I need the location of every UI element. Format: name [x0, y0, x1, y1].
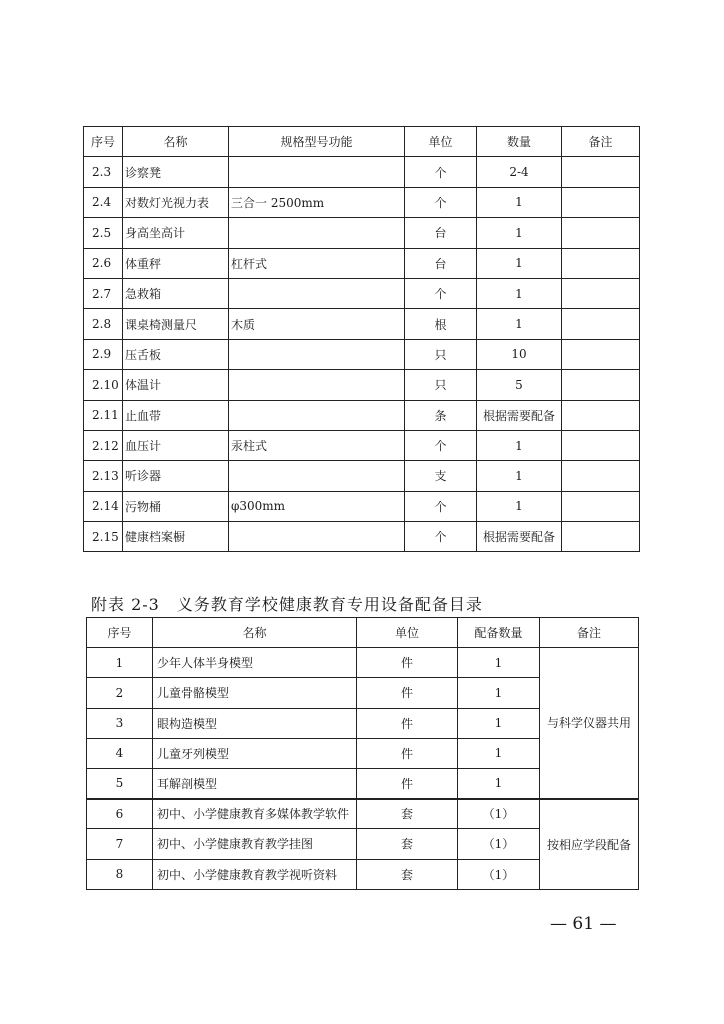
table-cell — [562, 370, 640, 400]
table-cell: 2.5 — [84, 218, 123, 248]
table-cell — [562, 309, 640, 339]
header-cell: 名称 — [123, 127, 229, 157]
table-cell — [562, 461, 640, 491]
table-cell: 1 — [458, 738, 540, 768]
table-cell: 根 — [405, 309, 477, 339]
table-cell: 1 — [87, 648, 153, 678]
table-cell: 止血带 — [123, 400, 229, 430]
header-cell: 备注 — [540, 618, 639, 648]
table-cell: 课桌椅测量尺 — [123, 309, 229, 339]
table-cell: 压舌板 — [123, 339, 229, 369]
table-cell: 3 — [87, 708, 153, 738]
table-cell: 1 — [458, 708, 540, 738]
table-cell: 根据需要配备 — [477, 400, 562, 430]
table-cell: 2.12 — [84, 430, 123, 460]
table-row — [84, 218, 640, 248]
table-cell: 10 — [477, 339, 562, 369]
table-cell — [562, 400, 640, 430]
table-cell: 个 — [405, 278, 477, 308]
table-cell: 2.15 — [84, 522, 123, 552]
table-cell — [562, 248, 640, 278]
table-cell — [562, 218, 640, 248]
table-cell: （1） — [458, 859, 540, 889]
table-row — [84, 370, 640, 400]
table-cell — [229, 218, 405, 248]
table-cell: 件 — [357, 648, 458, 678]
table-cell: 1 — [477, 309, 562, 339]
table-cell: 件 — [357, 678, 458, 708]
table-cell: 健康档案橱 — [123, 522, 229, 552]
table-cell: 体重秤 — [123, 248, 229, 278]
table-row — [84, 157, 640, 187]
table-cell: 杠杆式 — [229, 248, 405, 278]
table-cell: 只 — [405, 370, 477, 400]
table-cell — [229, 370, 405, 400]
table-cell: 1 — [477, 218, 562, 248]
table-caption: 附表 2-3 义务教育学校健康教育专用设备配备目录 — [91, 595, 483, 614]
table-row — [84, 430, 640, 460]
header-cell: 规格型号功能 — [229, 127, 405, 157]
table-cell: 2.11 — [84, 400, 123, 430]
table-cell: 个 — [405, 157, 477, 187]
table-cell: 2.9 — [84, 339, 123, 369]
header-cell: 配备数量 — [458, 618, 540, 648]
header-cell: 数量 — [477, 127, 562, 157]
table-cell: 套 — [357, 859, 458, 889]
table-cell — [229, 157, 405, 187]
table-cell: 初中、小学健康教育多媒体教学软件 — [153, 799, 357, 829]
table-cell: 对数灯光视力表 — [123, 187, 229, 217]
table-cell: φ300mm — [229, 491, 405, 521]
table-cell: 个 — [405, 187, 477, 217]
table-row — [84, 278, 640, 308]
table-row — [84, 187, 640, 217]
note-cell: 与科学仪器共用 — [540, 648, 639, 799]
header-cell: 名称 — [153, 618, 357, 648]
table-cell: 血压计 — [123, 430, 229, 460]
page-number: — 61 — — [550, 914, 617, 934]
table-cell — [562, 278, 640, 308]
table-cell: 儿童骨骼模型 — [153, 678, 357, 708]
table-row — [84, 461, 640, 491]
table-header-row — [87, 618, 639, 648]
table-cell: 2.10 — [84, 370, 123, 400]
table-cell: 1 — [458, 648, 540, 678]
table-cell: 初中、小学健康教育教学挂图 — [153, 829, 357, 859]
table-cell: 4 — [87, 738, 153, 768]
table-cell: （1） — [458, 799, 540, 829]
table-cell — [562, 339, 640, 369]
table-cell: 2.13 — [84, 461, 123, 491]
table-cell: 套 — [357, 829, 458, 859]
table-cell: 1 — [458, 768, 540, 798]
table-cell: 支 — [405, 461, 477, 491]
table-row — [84, 248, 640, 278]
table-cell: 耳解剖模型 — [153, 768, 357, 798]
table-cell — [229, 400, 405, 430]
table-cell: 污物桶 — [123, 491, 229, 521]
table-cell: 2.4 — [84, 187, 123, 217]
table-cell — [229, 339, 405, 369]
table-cell: 2.3 — [84, 157, 123, 187]
table-cell: 2.8 — [84, 309, 123, 339]
header-cell: 单位 — [405, 127, 477, 157]
table-cell: 体温计 — [123, 370, 229, 400]
table-cell: 台 — [405, 248, 477, 278]
table-row — [84, 339, 640, 369]
table-cell: 6 — [87, 799, 153, 829]
table-cell: 2-4 — [477, 157, 562, 187]
table-row — [84, 491, 640, 521]
table-cell: 身高坐高计 — [123, 218, 229, 248]
table-cell: 初中、小学健康教育教学视听资料 — [153, 859, 357, 889]
table-cell: 1 — [477, 430, 562, 460]
table-cell: 个 — [405, 491, 477, 521]
header-cell: 序号 — [84, 127, 123, 157]
table-cell: 5 — [87, 768, 153, 798]
table-cell — [229, 522, 405, 552]
table-cell — [229, 278, 405, 308]
equipment-table — [83, 126, 640, 552]
table-cell: 台 — [405, 218, 477, 248]
table-header-row — [84, 127, 640, 157]
table-cell: 套 — [357, 799, 458, 829]
table-cell: 2.7 — [84, 278, 123, 308]
health-education-equipment-table — [86, 617, 639, 890]
table-cell: 听诊器 — [123, 461, 229, 491]
table-cell: 三合一 2500mm — [229, 187, 405, 217]
table-row — [87, 648, 639, 678]
table-cell: 7 — [87, 829, 153, 859]
table-cell: 诊察凳 — [123, 157, 229, 187]
table-cell — [562, 522, 640, 552]
table-cell: 2.6 — [84, 248, 123, 278]
table-cell: 少年人体半身模型 — [153, 648, 357, 678]
table-cell — [562, 491, 640, 521]
table-cell: 木质 — [229, 309, 405, 339]
table-cell: 条 — [405, 400, 477, 430]
header-cell: 备注 — [562, 127, 640, 157]
table-cell — [562, 157, 640, 187]
header-cell: 序号 — [87, 618, 153, 648]
table-cell: 眼构造模型 — [153, 708, 357, 738]
table-row — [84, 400, 640, 430]
table-cell: 个 — [405, 522, 477, 552]
table-cell: 1 — [477, 491, 562, 521]
table-cell: 只 — [405, 339, 477, 369]
table-cell: 件 — [357, 768, 458, 798]
table-cell: 2.14 — [84, 491, 123, 521]
table-row — [87, 799, 639, 829]
table-cell: 急救箱 — [123, 278, 229, 308]
table-cell: 件 — [357, 738, 458, 768]
table-cell: 1 — [477, 248, 562, 278]
table-row — [84, 522, 640, 552]
note-cell: 按相应学段配备 — [540, 799, 639, 890]
table-cell — [229, 461, 405, 491]
table-cell: 8 — [87, 859, 153, 889]
header-cell: 单位 — [357, 618, 458, 648]
table-cell: 1 — [477, 278, 562, 308]
table-row — [84, 309, 640, 339]
table-cell: 2 — [87, 678, 153, 708]
table-cell: 汞柱式 — [229, 430, 405, 460]
table-cell: 1 — [458, 678, 540, 708]
table-cell: 1 — [477, 187, 562, 217]
table-cell: 根据需要配备 — [477, 522, 562, 552]
table-cell — [562, 430, 640, 460]
table-cell: 件 — [357, 708, 458, 738]
table-cell: 1 — [477, 461, 562, 491]
table-cell: 个 — [405, 430, 477, 460]
table-cell — [562, 187, 640, 217]
table-cell: 5 — [477, 370, 562, 400]
table-cell: 儿童牙列模型 — [153, 738, 357, 768]
table-cell: （1） — [458, 829, 540, 859]
